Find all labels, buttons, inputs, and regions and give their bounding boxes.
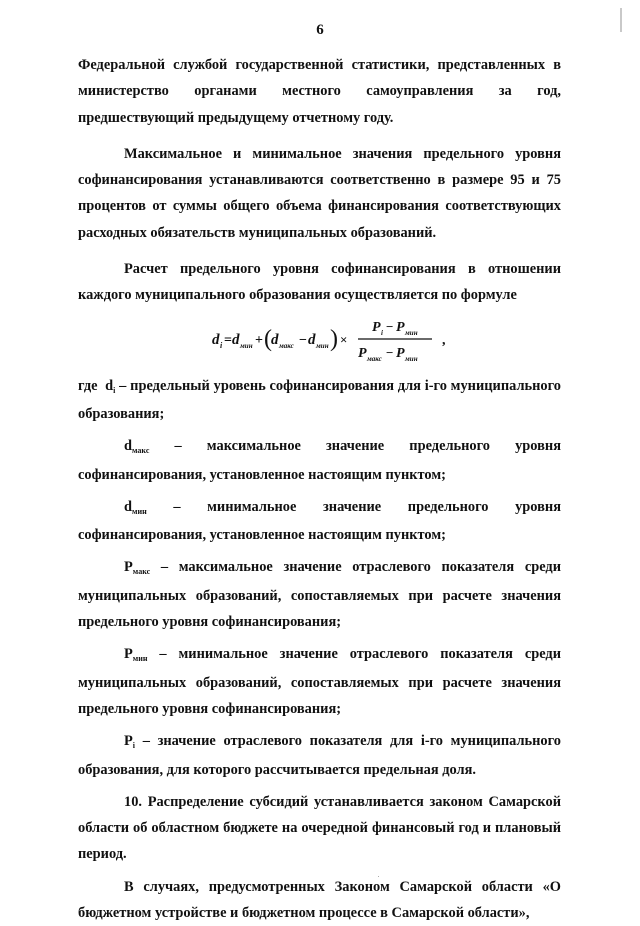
- def-pmin-text: – минимальное значение отраслевого показателя среди муниципальных образований, сопоставляемых при расчете значения предельного уровня софинансирования;: [78, 646, 561, 717]
- formula-num-p-min: P: [396, 319, 405, 335]
- formula-times: ×: [340, 331, 348, 347]
- def-pi: [78, 728, 561, 783]
- formula-sub-min-2: мин: [316, 341, 329, 350]
- def-dmax: [78, 433, 561, 488]
- def-pmax-symbol: P: [124, 559, 133, 576]
- def-di-sub: i: [113, 385, 116, 395]
- formula-comma: ,: [442, 332, 446, 348]
- def-pi-text: – значение отраслевого показателя для i-го муниципального образования, для которого рассчитывается предельная доля.: [78, 733, 561, 778]
- formula-sub-max: макс: [279, 341, 294, 350]
- formula-den-minus: −: [386, 344, 394, 360]
- page-number: 6: [316, 22, 324, 38]
- def-di-text: – предельный уровень софинансирования для i-го муниципального образования;: [78, 377, 562, 422]
- scan-speck: [378, 876, 379, 877]
- def-pi-sub: i: [132, 741, 136, 751]
- def-di: [78, 373, 561, 428]
- formula-d-min: d: [232, 331, 240, 348]
- def-dmax-sub: макс: [132, 446, 150, 456]
- formula-num-sub-i: i: [381, 328, 383, 337]
- def-dmax-text: – максимальное значение предельного уровня софинансирования, установленное настоящим пунктом;: [78, 438, 561, 483]
- paragraph-10: 10. Распределение субсидий устанавливается законом Самарской области об областном бюджете на очередной финансовый год и плановый период.: [78, 793, 561, 863]
- formula-num-p-i: P: [372, 319, 381, 335]
- formula-den-p-max: P: [358, 345, 367, 361]
- formula-lparen: (: [264, 325, 272, 352]
- paragraph-formula-intro: Расчет предельного уровня софинансирования в отношении каждого муниципального образования осуществляется по формуле: [78, 261, 561, 304]
- def-pmin-sub: мин: [132, 654, 148, 664]
- formula-sub-i: i: [220, 340, 223, 350]
- document-body: [78, 52, 561, 926]
- formula-d-i: d: [212, 331, 220, 348]
- def-di-symbol: d: [105, 377, 114, 394]
- formula-den-sub-max: макс: [367, 354, 382, 363]
- formula-minus-1: −: [299, 332, 307, 348]
- formula-den-p-min: P: [396, 345, 405, 361]
- def-dmin-symbol: d: [124, 498, 133, 515]
- def-pmax: [78, 554, 561, 635]
- def-di-prefix: где: [78, 377, 98, 394]
- paragraph-last: В случаях, предусмотренных Законом Самарской области «О бюджетном устройстве и бюджетном процессе в Самарской области»,: [78, 878, 561, 922]
- def-dmin-sub: мин: [132, 506, 147, 516]
- def-pmin: [78, 641, 561, 722]
- paragraph-max-min: Максимальное и минимальное значения предельного уровня софинансирования устанавливаются соответственно в размере 95 и 75 процентов от суммы общего объема финансирования соответствующих расходных обязательств муниципальных образований.: [78, 145, 561, 241]
- def-dmax-symbol: d: [124, 438, 133, 455]
- def-dmin-text: – минимальное значение предельного уровня софинансирования, установленное настоящим пунктом;: [78, 498, 561, 544]
- formula-sub-min: мин: [240, 341, 253, 350]
- formula-d-max: d: [271, 331, 279, 348]
- formula-rparen: ): [330, 325, 338, 352]
- formula-svg: [210, 311, 450, 373]
- formula-num-sub-min: мин: [405, 328, 418, 337]
- def-dmin: [78, 494, 561, 549]
- formula-den-sub-min: мин: [405, 354, 418, 363]
- paragraph-intro: Федеральной службой государственной статистики, представленных в министерство органами местного самоуправления за год, предшествующий предыдущему отчетному году.: [78, 57, 561, 126]
- formula: [78, 311, 561, 373]
- def-pi-symbol: P: [124, 733, 133, 750]
- def-pmin-symbol: P: [124, 646, 133, 663]
- def-pmax-sub: макс: [132, 567, 151, 577]
- formula-num-minus: −: [386, 318, 394, 334]
- formula-d-min-2: d: [308, 331, 316, 348]
- def-pmax-text: – максимальное значение отраслевого показателя среди муниципальных образований, сопоставляемых при расчете значения предельного уровня софинансирования;: [78, 559, 561, 631]
- formula-plus: +: [255, 332, 263, 348]
- formula-eq: =: [224, 332, 232, 348]
